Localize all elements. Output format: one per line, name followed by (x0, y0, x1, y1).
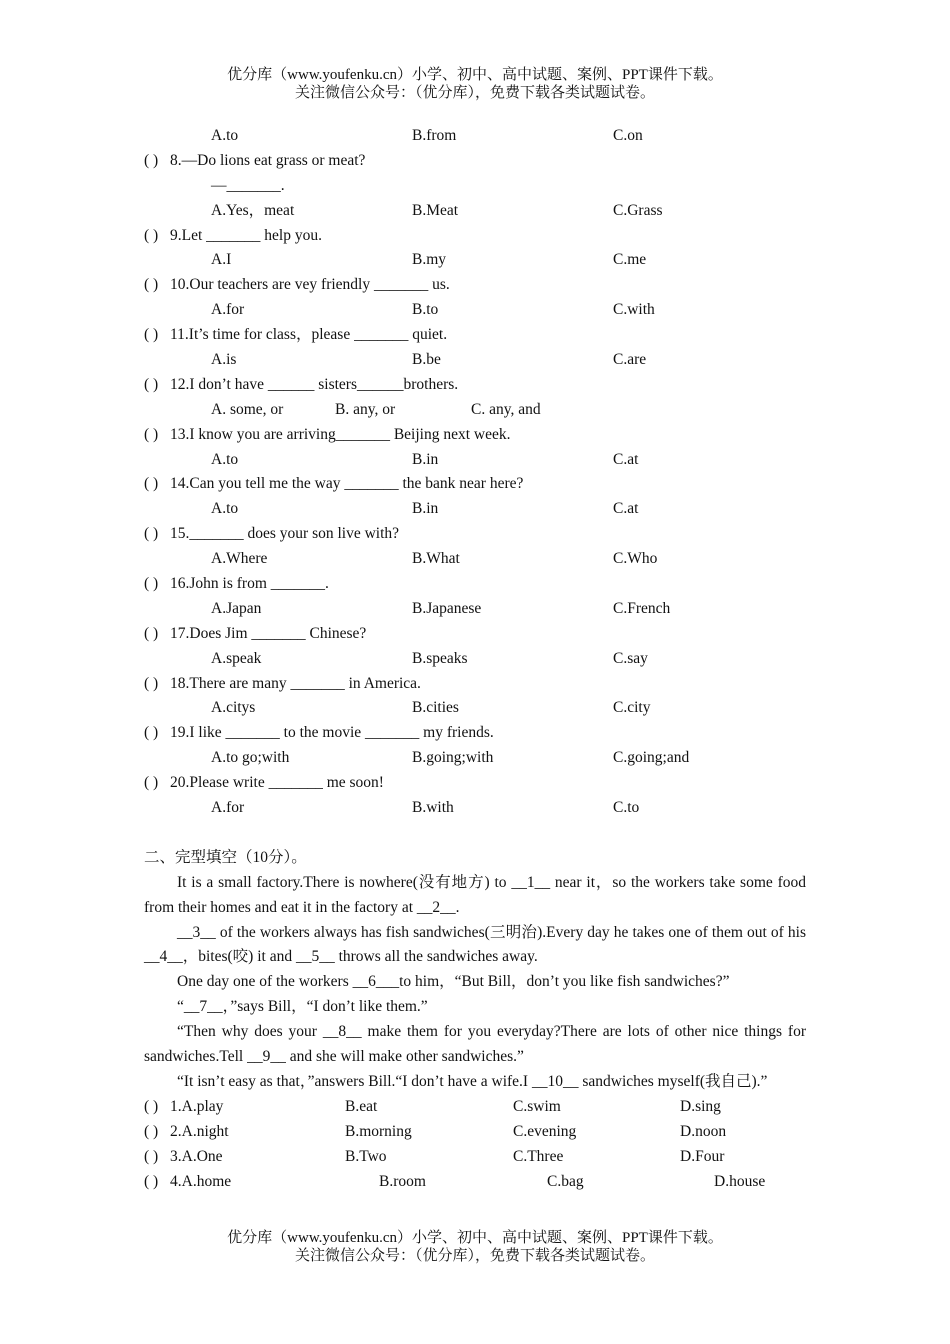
passage-paragraph-5: “Then why does your __8__ make them for you everyday?There are lots of other nice things for sandwiches.Tell __9__ and she will make other sandwiches.” (144, 1023, 806, 1066)
option-a: 2.A.night (170, 1122, 229, 1140)
option-a: A.I (211, 251, 232, 269)
blank-7: __7__ (183, 998, 223, 1016)
question-row (144, 721, 806, 746)
answer-paren[interactable]: ( ) (144, 375, 159, 393)
option-c: C.are (613, 351, 647, 369)
option-b: B.from (412, 127, 457, 144)
blank-3: __3__ (177, 923, 216, 941)
option-c: C.on (613, 127, 643, 144)
question-text: 12.I don’t have ______ sisters______brothers. (170, 375, 459, 393)
answer-paren[interactable]: ( ) (144, 475, 159, 493)
options-row (144, 647, 806, 672)
option-b: B.cities (412, 699, 459, 717)
question-row (144, 771, 806, 796)
answer-paren[interactable]: ( ) (144, 151, 159, 169)
question-row (144, 622, 806, 647)
option-a: A.to (211, 500, 239, 518)
question-list (144, 149, 806, 821)
option-b: B.Meat (412, 201, 459, 219)
option-a: 3.A.One (170, 1147, 223, 1165)
options-row (144, 597, 806, 622)
option-b: B.speaks (412, 649, 468, 667)
header-line-1: 优分库（www.youfenku.cn）小学、初中、高中试题、案例、PPT课件下载。 (227, 67, 723, 83)
passage-paragraph-4: “__7__，”says Bill，“I don’t like them.” (177, 998, 428, 1016)
option-c: C. any, and (471, 400, 541, 418)
option-a: 1.A.play (170, 1097, 224, 1115)
option-a: A.Where (211, 550, 268, 568)
option-a: A.Japan (211, 599, 262, 617)
blank-10: __10__ (531, 1072, 579, 1090)
question-row (144, 572, 806, 597)
header-line-2: 关注微信公众号：（优分库），免费下载各类试题试卷。 (294, 85, 655, 101)
question-text: 16.John is from _______. (170, 575, 329, 593)
question-text: 9.Let _______ help you. (170, 226, 322, 244)
option-b: B.to (412, 301, 439, 319)
question-row (144, 472, 806, 497)
option-a: A.for (211, 799, 245, 817)
options-row (144, 298, 806, 323)
question-text: 14.Can you tell me the way _______ the bank near here? (170, 475, 524, 493)
passage-paragraph-3: One day one of the workers __6___to him，“But Bill，don’t you like fish sandwiches?” (177, 973, 730, 991)
option-b: B.going;with (412, 749, 494, 767)
option-c: C.at (613, 450, 639, 468)
question-row (144, 522, 806, 547)
option-b: B.morning (345, 1122, 412, 1140)
answer-paren[interactable]: ( ) (144, 326, 159, 344)
option-b: B.Two (345, 1147, 387, 1165)
question-row (144, 423, 806, 448)
footer-line-1: 优分库（www.youfenku.cn）小学、初中、高中试题、案例、PPT课件下载。 (227, 1230, 723, 1246)
answer-paren[interactable]: ( ) (144, 226, 159, 244)
option-b: B.be (412, 351, 441, 369)
option-b: B.with (412, 799, 454, 817)
option-b: B.in (412, 500, 439, 518)
option-c: C.at (613, 500, 639, 518)
option-b: B.my (412, 251, 447, 269)
cloze-question-list (144, 1095, 806, 1195)
blank-9: __9__ (247, 1048, 286, 1066)
option-c: C.city (613, 699, 651, 717)
option-c: C.Three (513, 1147, 564, 1165)
option-a: A.Yes，meat (211, 201, 295, 219)
option-a: A.to (211, 450, 239, 468)
passage-paragraph-2: __3__ of the workers always has fish sandwiches(三明治).Every day he takes one of them out of his __4__，bites(咬) it and __5__ throws all the sandwiches away. (144, 923, 806, 966)
option-b: B.eat (345, 1097, 378, 1115)
question-row (144, 273, 806, 298)
blank-8: __8__ (322, 1023, 362, 1041)
option-d: D.noon (680, 1122, 727, 1140)
option-a: A. some, or (211, 400, 284, 418)
option-a: A.citys (211, 699, 256, 717)
answer-paren[interactable]: ( ) (144, 1147, 159, 1165)
answer-paren[interactable]: ( ) (144, 1122, 159, 1140)
option-d: D.Four (680, 1147, 725, 1165)
option-c: C.say (613, 649, 648, 667)
question-row (144, 672, 806, 697)
option-c: C.Who (613, 550, 658, 568)
options-row (144, 696, 806, 721)
cloze-question-row (144, 1120, 806, 1145)
options-row (144, 348, 806, 373)
options-row (144, 497, 806, 522)
option-a: A.to (211, 127, 239, 144)
answer-paren[interactable]: ( ) (144, 1172, 159, 1190)
blank-1: __1__ (511, 873, 551, 891)
answer-paren[interactable]: ( ) (144, 724, 159, 742)
question-row (144, 224, 806, 249)
option-b: B.Japanese (412, 599, 482, 617)
options-row (144, 199, 806, 224)
answer-paren[interactable]: ( ) (144, 674, 159, 692)
passage-paragraph-6: “It isn’t easy as that，”answers Bill.“I don’t have a wife.I __10__ sandwiches myself(我自己).” (177, 1072, 768, 1090)
option-b: B.in (412, 450, 439, 468)
options-row (144, 248, 806, 273)
answer-paren[interactable]: ( ) (144, 774, 159, 792)
answer-paren[interactable]: ( ) (144, 624, 159, 642)
options-row (144, 398, 806, 423)
options-row (144, 547, 806, 572)
option-c: C.me (613, 251, 647, 269)
exam-content (144, 124, 806, 1194)
option-a: 4.A.home (170, 1172, 232, 1190)
question-row (144, 373, 806, 398)
options-row (144, 746, 806, 771)
answer-paren[interactable]: ( ) (144, 1097, 159, 1115)
section-2-title: 二、完型填空（10分）。 (144, 848, 307, 866)
question-text: 8.—Do lions eat grass or meat? (170, 151, 366, 169)
option-c: C.going;and (613, 749, 690, 767)
cloze-question-row (144, 1095, 806, 1120)
footer-line-2: 关注微信公众号：（优分库），免费下载各类试题试卷。 (294, 1248, 655, 1264)
page-footer (0, 1229, 950, 1265)
option-a: A.for (211, 301, 245, 319)
cloze-question-row (144, 1170, 806, 1195)
option-d: D.sing (680, 1097, 721, 1115)
page-header (0, 66, 950, 102)
question-text: 10.Our teachers are vey friendly _______ us. (170, 276, 450, 294)
blank-2: __2__ (416, 898, 456, 916)
blank-5: __5__ (295, 948, 335, 966)
question-row (144, 323, 806, 348)
option-c: C.evening (513, 1122, 577, 1140)
question-row (144, 149, 806, 174)
option-a: A.is (211, 351, 237, 369)
option-b: B. any, or (335, 400, 396, 418)
answer-paren[interactable]: ( ) (144, 425, 159, 443)
option-c: C.with (613, 301, 655, 319)
q7-options (144, 124, 806, 149)
cloze-question-row (144, 1145, 806, 1170)
option-c: C.to (613, 799, 640, 817)
cloze-passage (144, 871, 806, 1095)
option-c: C.French (613, 599, 671, 617)
question-text: 18.There are many _______ in America. (170, 674, 421, 692)
question-text: 17.Does Jim _______ Chinese? (170, 624, 367, 642)
passage-paragraph-1: It is a small factory.There is nowhere(没有地方) to __1__ near it，so the workers take some food from their homes and eat it in the factory at __2__. (144, 873, 806, 916)
answer-paren[interactable]: ( ) (144, 525, 159, 543)
options-row (144, 448, 806, 473)
blank-4: __4__ (144, 948, 183, 966)
options-row (144, 796, 806, 821)
option-a: A.speak (211, 649, 262, 667)
option-c: C.bag (547, 1172, 584, 1190)
answer-line: —_______. (211, 176, 285, 194)
option-b: B.What (412, 550, 460, 568)
option-c: C.swim (513, 1097, 561, 1115)
answer-paren[interactable]: ( ) (144, 276, 159, 294)
question-text: 13.I know you are arriving_______ Beijing next week. (170, 425, 511, 443)
question-text: 19.I like _______ to the movie _______ my friends. (170, 724, 494, 742)
option-d: D.house (714, 1172, 766, 1190)
option-c: C.Grass (613, 201, 663, 219)
question-text: 15._______ does your son live with? (170, 525, 400, 543)
option-a: A.to go;with (211, 749, 290, 767)
question-text: 20.Please write _______ me soon! (170, 774, 384, 792)
option-b: B.room (379, 1172, 426, 1190)
answer-paren[interactable]: ( ) (144, 575, 159, 593)
question-text: 11.It’s time for class，please _______ quiet. (170, 326, 448, 344)
